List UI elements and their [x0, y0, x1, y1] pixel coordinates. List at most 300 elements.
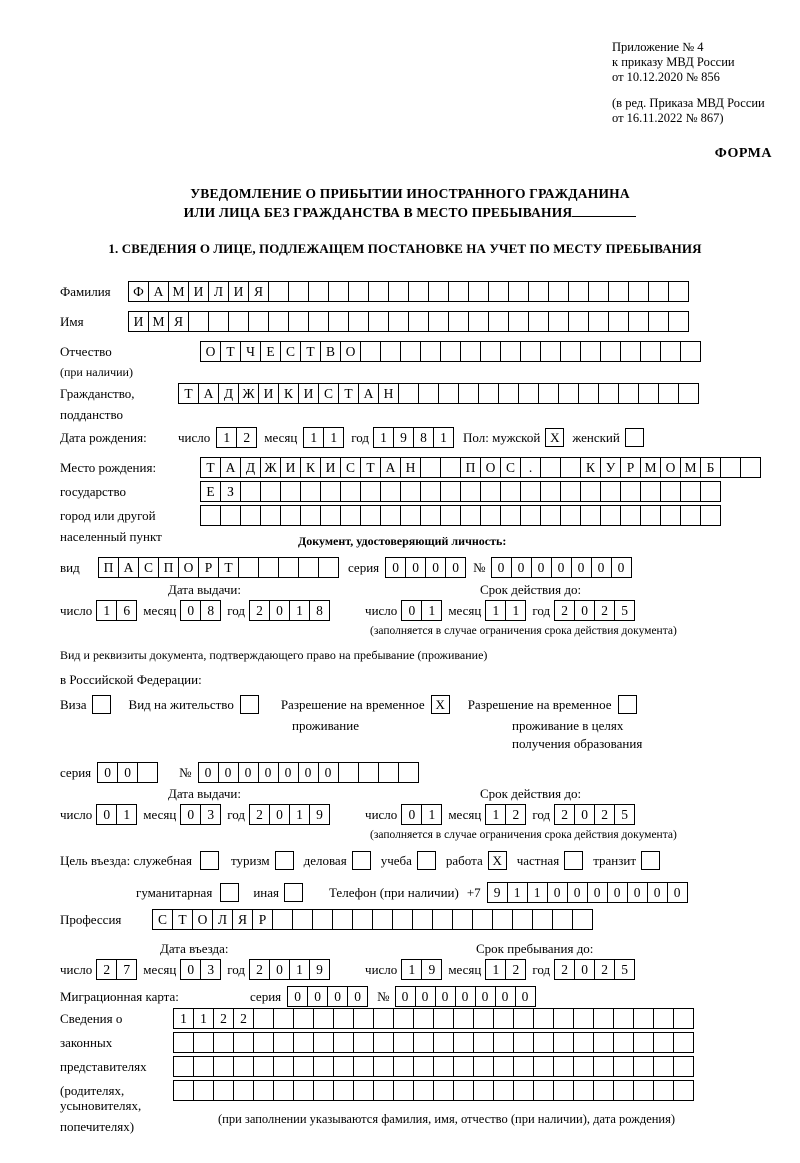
char-cell[interactable]: 0 [298, 762, 319, 783]
input-stay-issue-month[interactable] [180, 804, 220, 825]
checkbox-sex-female[interactable] [625, 428, 644, 447]
char-cell[interactable] [513, 1008, 534, 1029]
input-stay-issue-year[interactable] [249, 804, 329, 825]
char-cell[interactable]: Н [400, 457, 421, 478]
char-cell[interactable] [533, 1032, 554, 1053]
char-cell[interactable]: 0 [647, 882, 668, 903]
char-cell[interactable]: 1 [173, 1008, 194, 1029]
char-cell[interactable]: Я [248, 281, 269, 302]
char-cell[interactable] [400, 481, 421, 502]
char-cell[interactable] [673, 1056, 694, 1077]
char-cell[interactable] [548, 311, 569, 332]
char-cell[interactable] [432, 909, 453, 930]
char-cell[interactable] [438, 383, 459, 404]
char-cell[interactable]: А [380, 457, 401, 478]
char-cell[interactable]: 2 [236, 427, 257, 448]
char-cell[interactable]: И [128, 311, 149, 332]
char-cell[interactable]: О [340, 341, 361, 362]
char-cell[interactable]: 1 [485, 804, 506, 825]
char-cell[interactable]: А [198, 383, 219, 404]
char-cell[interactable] [352, 909, 373, 930]
char-cell[interactable] [420, 457, 441, 478]
char-cell[interactable] [508, 281, 529, 302]
char-cell[interactable] [540, 505, 561, 526]
char-cell[interactable] [372, 909, 393, 930]
char-cell[interactable]: 2 [594, 959, 615, 980]
char-cell[interactable] [580, 341, 601, 362]
char-cell[interactable] [593, 1056, 614, 1077]
char-cell[interactable] [468, 311, 489, 332]
char-cell[interactable] [440, 341, 461, 362]
char-cell[interactable] [308, 281, 329, 302]
char-cell[interactable]: 0 [180, 959, 201, 980]
char-cell[interactable]: Р [620, 457, 641, 478]
char-cell[interactable]: С [340, 457, 361, 478]
char-cell[interactable]: 0 [547, 882, 568, 903]
char-cell[interactable]: Ж [238, 383, 259, 404]
char-cell[interactable]: И [320, 457, 341, 478]
char-cell[interactable]: П [460, 457, 481, 478]
char-cell[interactable]: 0 [405, 557, 426, 578]
char-cell[interactable] [660, 505, 681, 526]
char-cell[interactable] [248, 311, 269, 332]
char-cell[interactable] [600, 341, 621, 362]
char-cell[interactable]: 0 [269, 959, 290, 980]
char-cell[interactable] [620, 481, 641, 502]
char-cell[interactable] [408, 311, 429, 332]
char-cell[interactable] [700, 505, 721, 526]
char-cell[interactable]: 0 [395, 986, 416, 1007]
input-legal-rep-line2[interactable] [173, 1032, 693, 1053]
char-cell[interactable] [440, 481, 461, 502]
char-cell[interactable] [240, 481, 261, 502]
checkbox-purpose-humanitarian[interactable] [220, 883, 239, 902]
char-cell[interactable]: 0 [415, 986, 436, 1007]
char-cell[interactable] [573, 1080, 594, 1101]
char-cell[interactable] [200, 505, 221, 526]
checkbox-edu-residence[interactable] [618, 695, 637, 714]
char-cell[interactable] [373, 1008, 394, 1029]
char-cell[interactable]: 0 [97, 762, 118, 783]
char-cell[interactable] [413, 1080, 434, 1101]
char-cell[interactable]: Т [300, 341, 321, 362]
char-cell[interactable] [272, 909, 293, 930]
char-cell[interactable]: 0 [238, 762, 259, 783]
char-cell[interactable] [640, 481, 661, 502]
input-profession[interactable] [152, 909, 592, 930]
char-cell[interactable] [220, 505, 241, 526]
char-cell[interactable]: Т [338, 383, 359, 404]
char-cell[interactable]: 0 [591, 557, 612, 578]
char-cell[interactable] [353, 1008, 374, 1029]
char-cell[interactable] [333, 1056, 354, 1077]
char-cell[interactable]: 0 [401, 804, 422, 825]
char-cell[interactable] [448, 281, 469, 302]
input-doc-valid-year[interactable] [554, 600, 634, 621]
char-cell[interactable] [288, 281, 309, 302]
char-cell[interactable] [572, 909, 593, 930]
char-cell[interactable]: 0 [180, 804, 201, 825]
char-cell[interactable] [338, 762, 359, 783]
char-cell[interactable]: 6 [116, 600, 137, 621]
input-birth-place-line3[interactable] [200, 505, 720, 526]
char-cell[interactable]: 8 [309, 600, 330, 621]
checkbox-purpose-business[interactable] [352, 851, 371, 870]
char-cell[interactable] [500, 341, 521, 362]
char-cell[interactable] [288, 311, 309, 332]
input-stay-series[interactable] [97, 762, 157, 783]
char-cell[interactable] [668, 311, 689, 332]
char-cell[interactable] [478, 383, 499, 404]
char-cell[interactable] [473, 1032, 494, 1053]
char-cell[interactable] [560, 341, 581, 362]
char-cell[interactable] [513, 1056, 534, 1077]
char-cell[interactable]: Т [178, 383, 199, 404]
char-cell[interactable] [573, 1032, 594, 1053]
input-patronymic[interactable] [200, 341, 700, 362]
char-cell[interactable] [293, 1080, 314, 1101]
char-cell[interactable] [420, 341, 441, 362]
char-cell[interactable]: 1 [421, 600, 442, 621]
char-cell[interactable] [580, 481, 601, 502]
char-cell[interactable] [313, 1056, 334, 1077]
char-cell[interactable]: 1 [289, 959, 310, 980]
char-cell[interactable] [413, 1032, 434, 1053]
char-cell[interactable] [280, 481, 301, 502]
char-cell[interactable] [398, 383, 419, 404]
char-cell[interactable]: И [228, 281, 249, 302]
char-cell[interactable] [328, 311, 349, 332]
input-birth-day[interactable] [216, 427, 256, 448]
char-cell[interactable]: 0 [287, 986, 308, 1007]
char-cell[interactable]: Т [360, 457, 381, 478]
checkbox-purpose-tourism[interactable] [275, 851, 294, 870]
char-cell[interactable]: Ж [260, 457, 281, 478]
char-cell[interactable] [418, 383, 439, 404]
char-cell[interactable] [680, 341, 701, 362]
char-cell[interactable]: 2 [213, 1008, 234, 1029]
char-cell[interactable] [500, 481, 521, 502]
char-cell[interactable]: К [278, 383, 299, 404]
input-doc-issue-month[interactable] [180, 600, 220, 621]
char-cell[interactable]: 0 [180, 600, 201, 621]
checkbox-temp-residence[interactable]: X [431, 695, 450, 714]
char-cell[interactable] [433, 1008, 454, 1029]
char-cell[interactable]: 1 [433, 427, 454, 448]
char-cell[interactable] [273, 1056, 294, 1077]
char-cell[interactable]: 0 [327, 986, 348, 1007]
char-cell[interactable] [540, 457, 561, 478]
char-cell[interactable]: О [192, 909, 213, 930]
char-cell[interactable] [318, 557, 339, 578]
char-cell[interactable] [588, 311, 609, 332]
char-cell[interactable]: О [660, 457, 681, 478]
char-cell[interactable]: З [220, 481, 241, 502]
char-cell[interactable] [593, 1032, 614, 1053]
input-stay-end-day[interactable] [401, 959, 441, 980]
char-cell[interactable] [433, 1032, 454, 1053]
char-cell[interactable]: Е [200, 481, 221, 502]
char-cell[interactable]: Т [220, 341, 241, 362]
char-cell[interactable] [233, 1032, 254, 1053]
char-cell[interactable]: 1 [116, 804, 137, 825]
input-surname[interactable] [128, 281, 688, 302]
char-cell[interactable] [553, 1056, 574, 1077]
char-cell[interactable]: П [98, 557, 119, 578]
char-cell[interactable] [648, 281, 669, 302]
char-cell[interactable] [540, 341, 561, 362]
char-cell[interactable] [368, 311, 389, 332]
char-cell[interactable] [518, 383, 539, 404]
char-cell[interactable]: Ф [128, 281, 149, 302]
char-cell[interactable]: В [320, 341, 341, 362]
char-cell[interactable]: М [148, 311, 169, 332]
char-cell[interactable]: А [148, 281, 169, 302]
char-cell[interactable] [380, 341, 401, 362]
char-cell[interactable] [412, 909, 433, 930]
checkbox-sex-male[interactable]: X [545, 428, 564, 447]
char-cell[interactable] [720, 457, 741, 478]
char-cell[interactable]: 1 [485, 600, 506, 621]
char-cell[interactable]: 0 [491, 557, 512, 578]
char-cell[interactable] [512, 909, 533, 930]
char-cell[interactable] [740, 457, 761, 478]
char-cell[interactable]: 9 [309, 804, 330, 825]
char-cell[interactable]: 0 [278, 762, 299, 783]
char-cell[interactable]: 1 [401, 959, 422, 980]
char-cell[interactable] [533, 1056, 554, 1077]
char-cell[interactable]: 2 [554, 959, 575, 980]
char-cell[interactable] [360, 341, 381, 362]
char-cell[interactable] [600, 505, 621, 526]
char-cell[interactable]: А [118, 557, 139, 578]
char-cell[interactable]: 1 [421, 804, 442, 825]
char-cell[interactable] [653, 1032, 674, 1053]
char-cell[interactable] [700, 481, 721, 502]
char-cell[interactable]: О [178, 557, 199, 578]
char-cell[interactable] [638, 383, 659, 404]
char-cell[interactable]: 7 [116, 959, 137, 980]
input-citizenship[interactable] [178, 383, 698, 404]
char-cell[interactable] [633, 1032, 654, 1053]
char-cell[interactable]: 0 [198, 762, 219, 783]
char-cell[interactable]: Т [172, 909, 193, 930]
char-cell[interactable] [213, 1032, 234, 1053]
char-cell[interactable] [173, 1032, 194, 1053]
char-cell[interactable] [493, 1080, 514, 1101]
char-cell[interactable]: Д [218, 383, 239, 404]
char-cell[interactable]: 0 [218, 762, 239, 783]
char-cell[interactable] [332, 909, 353, 930]
char-cell[interactable] [312, 909, 333, 930]
char-cell[interactable]: Б [700, 457, 721, 478]
char-cell[interactable] [608, 311, 629, 332]
char-cell[interactable] [493, 1032, 514, 1053]
char-cell[interactable] [428, 281, 449, 302]
input-doc-issue-day[interactable] [96, 600, 136, 621]
char-cell[interactable] [293, 1056, 314, 1077]
char-cell[interactable] [668, 281, 689, 302]
char-cell[interactable] [373, 1080, 394, 1101]
char-cell[interactable] [480, 481, 501, 502]
input-doc-number[interactable] [491, 557, 631, 578]
input-stay-issue-day[interactable] [96, 804, 136, 825]
char-cell[interactable] [348, 281, 369, 302]
char-cell[interactable]: 8 [200, 600, 221, 621]
char-cell[interactable] [353, 1056, 374, 1077]
char-cell[interactable] [388, 311, 409, 332]
char-cell[interactable] [348, 311, 369, 332]
char-cell[interactable]: 1 [193, 1008, 214, 1029]
char-cell[interactable]: 1 [303, 427, 324, 448]
char-cell[interactable]: 0 [307, 986, 328, 1007]
char-cell[interactable] [573, 1008, 594, 1029]
input-birth-year[interactable] [373, 427, 453, 448]
char-cell[interactable] [468, 281, 489, 302]
char-cell[interactable]: И [280, 457, 301, 478]
char-cell[interactable] [640, 341, 661, 362]
char-cell[interactable]: 0 [96, 804, 117, 825]
char-cell[interactable] [492, 909, 513, 930]
checkbox-purpose-other[interactable] [284, 883, 303, 902]
char-cell[interactable] [400, 505, 421, 526]
char-cell[interactable]: 0 [385, 557, 406, 578]
char-cell[interactable] [560, 481, 581, 502]
char-cell[interactable]: О [480, 457, 501, 478]
char-cell[interactable]: 8 [413, 427, 434, 448]
char-cell[interactable] [413, 1008, 434, 1029]
char-cell[interactable] [620, 341, 641, 362]
char-cell[interactable] [392, 909, 413, 930]
char-cell[interactable] [378, 762, 399, 783]
char-cell[interactable] [293, 1032, 314, 1053]
char-cell[interactable]: Я [232, 909, 253, 930]
char-cell[interactable]: 2 [96, 959, 117, 980]
char-cell[interactable] [498, 383, 519, 404]
char-cell[interactable] [532, 909, 553, 930]
char-cell[interactable] [653, 1056, 674, 1077]
char-cell[interactable] [633, 1008, 654, 1029]
char-cell[interactable]: 0 [269, 600, 290, 621]
char-cell[interactable] [678, 383, 699, 404]
char-cell[interactable] [453, 1080, 474, 1101]
char-cell[interactable] [368, 281, 389, 302]
input-legal-rep-line4[interactable] [173, 1080, 693, 1101]
char-cell[interactable] [213, 1056, 234, 1077]
char-cell[interactable] [528, 311, 549, 332]
char-cell[interactable] [653, 1080, 674, 1101]
char-cell[interactable] [458, 383, 479, 404]
char-cell[interactable]: 2 [594, 600, 615, 621]
char-cell[interactable] [600, 481, 621, 502]
char-cell[interactable]: 0 [531, 557, 552, 578]
char-cell[interactable] [228, 311, 249, 332]
char-cell[interactable] [340, 481, 361, 502]
input-stay-end-month[interactable] [485, 959, 525, 980]
char-cell[interactable] [353, 1032, 374, 1053]
input-stay-number[interactable] [198, 762, 418, 783]
char-cell[interactable] [278, 557, 299, 578]
char-cell[interactable]: Р [252, 909, 273, 930]
char-cell[interactable] [453, 1032, 474, 1053]
char-cell[interactable] [460, 481, 481, 502]
checkbox-purpose-private[interactable] [564, 851, 583, 870]
char-cell[interactable] [320, 481, 341, 502]
char-cell[interactable] [308, 311, 329, 332]
char-cell[interactable] [413, 1056, 434, 1077]
char-cell[interactable] [380, 505, 401, 526]
char-cell[interactable] [428, 311, 449, 332]
char-cell[interactable]: 0 [117, 762, 138, 783]
char-cell[interactable] [280, 505, 301, 526]
char-cell[interactable] [673, 1032, 694, 1053]
char-cell[interactable] [680, 481, 701, 502]
char-cell[interactable] [598, 383, 619, 404]
char-cell[interactable]: 5 [614, 959, 635, 980]
char-cell[interactable]: 9 [393, 427, 414, 448]
char-cell[interactable]: 9 [309, 959, 330, 980]
checkbox-purpose-service[interactable] [200, 851, 219, 870]
char-cell[interactable] [500, 505, 521, 526]
char-cell[interactable] [613, 1080, 634, 1101]
char-cell[interactable]: Л [208, 281, 229, 302]
char-cell[interactable] [240, 505, 261, 526]
char-cell[interactable] [658, 383, 679, 404]
char-cell[interactable] [292, 909, 313, 930]
input-entry-day[interactable] [96, 959, 136, 980]
char-cell[interactable]: 1 [507, 882, 528, 903]
input-entry-year[interactable] [249, 959, 329, 980]
char-cell[interactable]: 0 [574, 959, 595, 980]
char-cell[interactable] [253, 1008, 274, 1029]
char-cell[interactable]: Я [168, 311, 189, 332]
char-cell[interactable]: А [220, 457, 241, 478]
char-cell[interactable]: Т [200, 457, 221, 478]
char-cell[interactable] [353, 1080, 374, 1101]
char-cell[interactable] [528, 281, 549, 302]
char-cell[interactable] [613, 1032, 634, 1053]
char-cell[interactable] [633, 1056, 654, 1077]
char-cell[interactable]: И [188, 281, 209, 302]
char-cell[interactable] [260, 505, 281, 526]
input-birth-place-line2[interactable] [200, 481, 720, 502]
char-cell[interactable]: С [500, 457, 521, 478]
char-cell[interactable]: 0 [269, 804, 290, 825]
char-cell[interactable] [660, 341, 681, 362]
char-cell[interactable]: 1 [373, 427, 394, 448]
char-cell[interactable] [648, 311, 669, 332]
char-cell[interactable] [398, 762, 419, 783]
char-cell[interactable] [448, 311, 469, 332]
char-cell[interactable] [568, 311, 589, 332]
input-doc-series[interactable] [385, 557, 465, 578]
char-cell[interactable] [253, 1080, 274, 1101]
char-cell[interactable] [553, 1008, 574, 1029]
char-cell[interactable]: 1 [216, 427, 237, 448]
char-cell[interactable] [680, 505, 701, 526]
char-cell[interactable] [388, 281, 409, 302]
checkbox-purpose-study[interactable] [417, 851, 436, 870]
char-cell[interactable] [453, 1056, 474, 1077]
char-cell[interactable] [193, 1056, 214, 1077]
char-cell[interactable] [568, 281, 589, 302]
char-cell[interactable] [380, 481, 401, 502]
input-migration-number[interactable] [395, 986, 535, 1007]
char-cell[interactable]: 1 [289, 804, 310, 825]
char-cell[interactable]: И [298, 383, 319, 404]
char-cell[interactable] [673, 1080, 694, 1101]
char-cell[interactable] [628, 311, 649, 332]
